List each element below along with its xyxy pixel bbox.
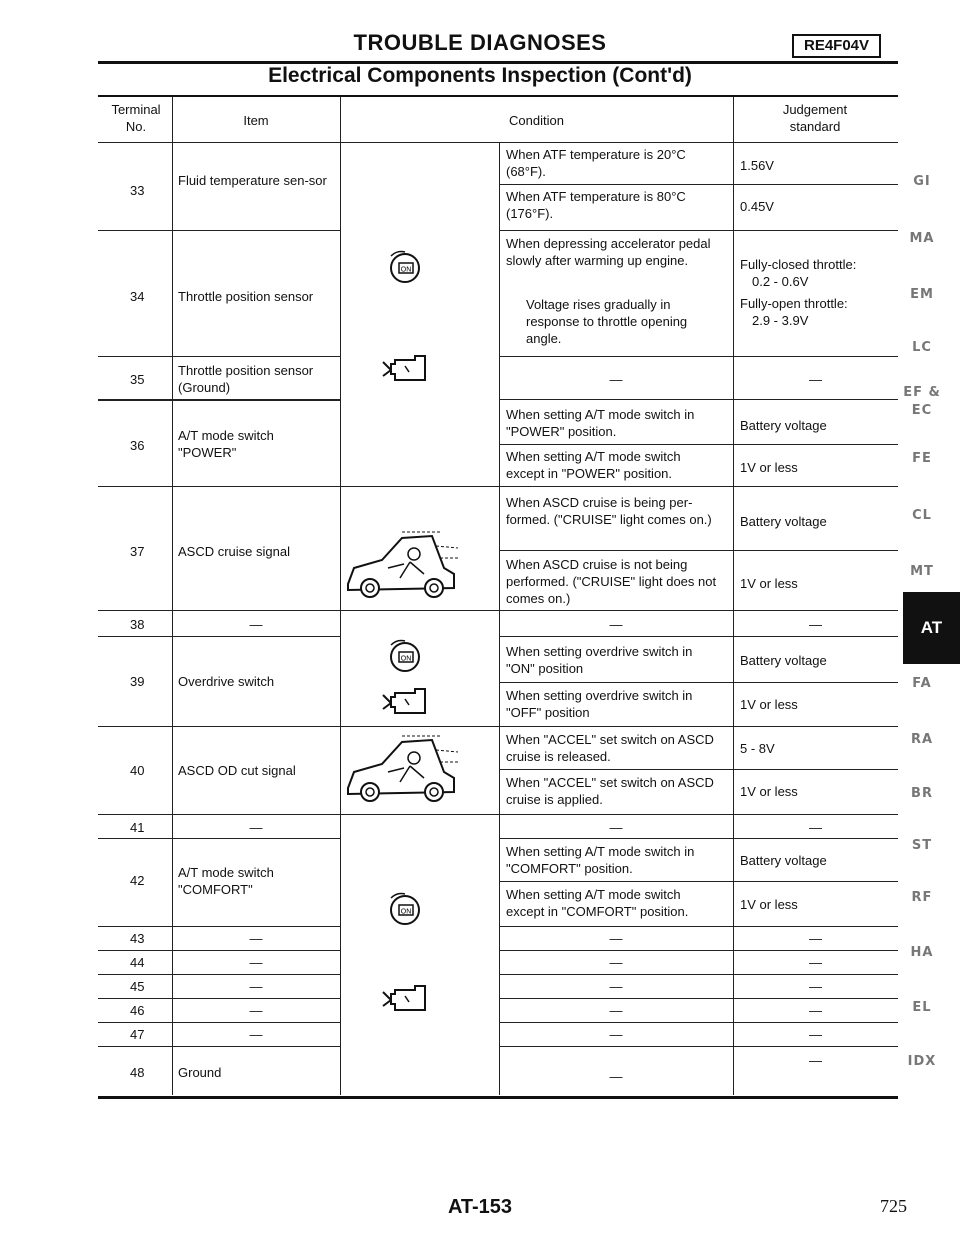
svg-text:ON: ON bbox=[400, 655, 412, 663]
condition-34: When depressing accelerator pedal slowly after warming up engine. bbox=[506, 236, 711, 268]
judgement-36a: Battery voltage bbox=[740, 418, 827, 433]
section-tab-br[interactable]: BR bbox=[911, 786, 933, 801]
ignition-on-icon bbox=[383, 637, 433, 677]
terminal-35: 35 bbox=[130, 372, 145, 387]
row-36-mid bbox=[499, 444, 898, 445]
terminal-45: 45 bbox=[130, 979, 145, 994]
row-40-mid bbox=[499, 769, 898, 770]
condition-33b: When ATF temperature is 80°C (176°F). bbox=[506, 189, 686, 221]
judgement-47: — bbox=[809, 1027, 822, 1042]
condition-48: — bbox=[609, 1069, 623, 1084]
row-41-bottom bbox=[98, 838, 340, 839]
judgement-34-closed-value: 0.2 - 0.6V bbox=[752, 274, 809, 289]
judgement-34-closed: Fully-closed throttle: bbox=[740, 257, 857, 272]
terminal-46: 46 bbox=[130, 1003, 145, 1018]
section-tab-cl[interactable]: CL bbox=[912, 508, 932, 523]
vehicle-driving-icon bbox=[340, 528, 460, 604]
terminal-41: 41 bbox=[130, 820, 145, 835]
terminal-36: 36 bbox=[130, 438, 145, 453]
item-48: Ground bbox=[178, 1065, 222, 1080]
section-tab-el[interactable]: EL bbox=[912, 1000, 932, 1015]
item-34: Throttle position sensor bbox=[178, 289, 314, 304]
condition-41: — bbox=[609, 820, 623, 835]
item-45: — bbox=[249, 979, 263, 994]
row-34-bottom bbox=[98, 356, 340, 357]
item-33: Fluid temperature sen-sor bbox=[178, 173, 327, 188]
condition-44: — bbox=[609, 955, 623, 970]
item-37: ASCD cruise signal bbox=[178, 544, 290, 559]
row-45-bottom-right bbox=[499, 998, 898, 999]
row-34-bottom-right bbox=[499, 356, 898, 357]
row-35-bottom-right bbox=[499, 399, 898, 400]
row-42-bottom-right bbox=[499, 926, 898, 927]
item-43: — bbox=[249, 931, 263, 946]
page-subtitle: Electrical Components Inspection (Cont'd) bbox=[268, 64, 692, 87]
row-47-bottom bbox=[98, 1046, 340, 1047]
item-44: — bbox=[249, 955, 263, 970]
condition-33a: When ATF temperature is 20°C (68°F). bbox=[506, 147, 686, 179]
condition-46: — bbox=[609, 1003, 623, 1018]
section-tab-ha[interactable]: HA bbox=[910, 945, 934, 960]
judgement-41: — bbox=[809, 820, 822, 835]
row-42-bottom bbox=[98, 926, 340, 927]
terminal-40: 40 bbox=[130, 763, 145, 778]
item-40: ASCD OD cut signal bbox=[178, 763, 296, 778]
judgement-42b: 1V or less bbox=[740, 897, 798, 912]
judgement-33b: 0.45V bbox=[740, 199, 774, 214]
page-code: AT-153 bbox=[447, 1196, 513, 1218]
condition-40b: When "ACCEL" set switch on ASCD cruise is applied. bbox=[506, 775, 714, 807]
item-41: — bbox=[249, 820, 263, 835]
condition-37b: When ASCD cruise is not being performed. ("CRUISE" light does not comes on.) bbox=[506, 557, 717, 606]
header-terminal: Terminal No. bbox=[111, 102, 161, 134]
item-39: Overdrive switch bbox=[178, 674, 275, 689]
header-item: Item bbox=[243, 113, 269, 128]
item-35: Throttle position sensor (Ground) bbox=[178, 363, 314, 395]
svg-text:ON: ON bbox=[400, 908, 412, 916]
judgement-44: — bbox=[809, 955, 822, 970]
terminal-38: 38 bbox=[130, 617, 145, 632]
terminal-33: 33 bbox=[130, 183, 145, 198]
row-33-bottom bbox=[98, 230, 340, 231]
row-44-bottom bbox=[98, 974, 340, 975]
connector-icon bbox=[381, 980, 437, 1016]
item-36: A/T mode switch "POWER" bbox=[178, 428, 274, 460]
row-37-bottom bbox=[98, 610, 898, 611]
row-46-bottom-right bbox=[499, 1022, 898, 1023]
item-47: — bbox=[249, 1027, 263, 1042]
judgement-37a: Battery voltage bbox=[740, 514, 827, 529]
condition-42b: When setting A/T mode switch except in "COMFORT" position. bbox=[506, 887, 689, 919]
judgement-40a: 5 - 8V bbox=[740, 741, 775, 756]
section-tab-em[interactable]: EM bbox=[910, 287, 934, 302]
row-47-bottom-right bbox=[499, 1046, 898, 1047]
terminal-37: 37 bbox=[130, 544, 145, 559]
condition-36b: When setting A/T mode switch except in "POWER" position. bbox=[506, 449, 681, 481]
judgement-43: — bbox=[809, 931, 822, 946]
terminal-48: 48 bbox=[130, 1065, 145, 1080]
svg-text:ON: ON bbox=[400, 266, 412, 274]
row-46-bottom bbox=[98, 1022, 340, 1023]
ignition-on-icon bbox=[383, 248, 433, 288]
section-tab-gi[interactable]: GI bbox=[913, 174, 931, 189]
item-42: A/T mode switch "COMFORT" bbox=[178, 865, 274, 897]
page-title: TROUBLE DIAGNOSES bbox=[353, 30, 607, 55]
row-39-bottom bbox=[98, 726, 898, 727]
section-tab-fe[interactable]: FE bbox=[912, 451, 932, 466]
section-tab-lc[interactable]: LC bbox=[912, 340, 932, 355]
section-tab-fa[interactable]: FA bbox=[912, 676, 932, 691]
row-44-bottom-right bbox=[499, 974, 898, 975]
row-45-bottom bbox=[98, 998, 340, 999]
section-tab-st[interactable]: ST bbox=[911, 838, 933, 853]
header-condition: Condition bbox=[509, 113, 564, 128]
row-33-bottom-right bbox=[499, 230, 898, 231]
terminal-34: 34 bbox=[130, 289, 145, 304]
section-tab-at-active[interactable]: AT bbox=[903, 592, 960, 664]
judgement-38: — bbox=[809, 617, 822, 632]
section-tab-ma[interactable]: MA bbox=[909, 231, 935, 246]
condition-39b: When setting overdrive switch in "OFF" position bbox=[506, 688, 693, 720]
model-code-badge: RE4F04V bbox=[792, 34, 881, 58]
condition-39a: When setting overdrive switch in "ON" position bbox=[506, 644, 693, 676]
condition-35: — bbox=[609, 372, 623, 387]
section-tab-rf[interactable]: RF bbox=[911, 890, 933, 905]
condition-42a: When setting A/T mode switch in "COMFORT" position. bbox=[506, 844, 695, 876]
terminal-44: 44 bbox=[130, 955, 145, 970]
judgement-33a: 1.56V bbox=[740, 158, 774, 173]
row-33-mid bbox=[499, 184, 898, 185]
terminal-39: 39 bbox=[130, 674, 145, 689]
condition-40a: When "ACCEL" set switch on ASCD cruise is released. bbox=[506, 732, 714, 764]
judgement-48: — bbox=[809, 1053, 822, 1068]
condition-36a: When setting A/T mode switch in "POWER" position. bbox=[506, 407, 695, 439]
table-top-rule bbox=[98, 95, 898, 97]
row-38-bottom bbox=[98, 636, 340, 637]
judgement-37b: 1V or less bbox=[740, 576, 798, 591]
header-rule-bottom bbox=[98, 142, 898, 143]
page-number: 725 bbox=[880, 1196, 907, 1216]
section-tab-mt[interactable]: MT bbox=[910, 564, 934, 579]
row-43-bottom bbox=[98, 950, 340, 951]
judgement-35: — bbox=[809, 372, 822, 387]
terminal-47: 47 bbox=[130, 1027, 145, 1042]
judgement-46: — bbox=[809, 1003, 822, 1018]
judgement-34-open-value: 2.9 - 3.9V bbox=[752, 313, 809, 328]
judgement-39a: Battery voltage bbox=[740, 653, 827, 668]
terminal-42: 42 bbox=[130, 873, 145, 888]
condition-37a: When ASCD cruise is being per-formed. ("CRUISE" light comes on.) bbox=[506, 495, 712, 527]
judgement-39b: 1V or less bbox=[740, 697, 798, 712]
judgement-40b: 1V or less bbox=[740, 784, 798, 799]
judgement-42a: Battery voltage bbox=[740, 853, 827, 868]
condition-43: — bbox=[609, 931, 623, 946]
header-judgement: Judgement standard bbox=[782, 102, 848, 134]
row-36-bottom bbox=[98, 486, 898, 487]
connector-icon bbox=[381, 350, 437, 386]
table-bottom-rule bbox=[98, 1096, 898, 1099]
row-35-bottom bbox=[98, 399, 340, 401]
row-40-bottom bbox=[98, 814, 898, 815]
judgement-34-open: Fully-open throttle: bbox=[740, 296, 848, 311]
item-46: — bbox=[249, 1003, 263, 1018]
row-43-bottom-right bbox=[499, 950, 898, 951]
judgement-45: — bbox=[809, 979, 822, 994]
item-38: — bbox=[249, 617, 263, 632]
row-37-mid bbox=[499, 550, 898, 551]
vehicle-driving-icon bbox=[340, 732, 460, 808]
judgement-36b: 1V or less bbox=[740, 460, 798, 475]
section-tab-ec[interactable]: EC bbox=[911, 403, 933, 418]
row-39-mid bbox=[499, 682, 898, 683]
condition-45: — bbox=[609, 979, 623, 994]
ignition-on-icon bbox=[383, 890, 433, 930]
condition-47: — bbox=[609, 1027, 623, 1042]
connector-icon bbox=[381, 683, 437, 719]
row-41-bottom-right bbox=[499, 838, 898, 839]
row-38-bottom-right bbox=[499, 636, 898, 637]
terminal-43: 43 bbox=[130, 931, 145, 946]
section-tab-ef[interactable]: EF & bbox=[903, 385, 941, 400]
section-tab-idx[interactable]: IDX bbox=[907, 1054, 937, 1069]
section-tab-ra[interactable]: RA bbox=[910, 732, 934, 747]
condition-38: — bbox=[609, 617, 623, 632]
condition-34-note: Voltage rises gradually in response to throttle opening angle. bbox=[526, 297, 688, 346]
row-42-mid bbox=[499, 881, 898, 882]
